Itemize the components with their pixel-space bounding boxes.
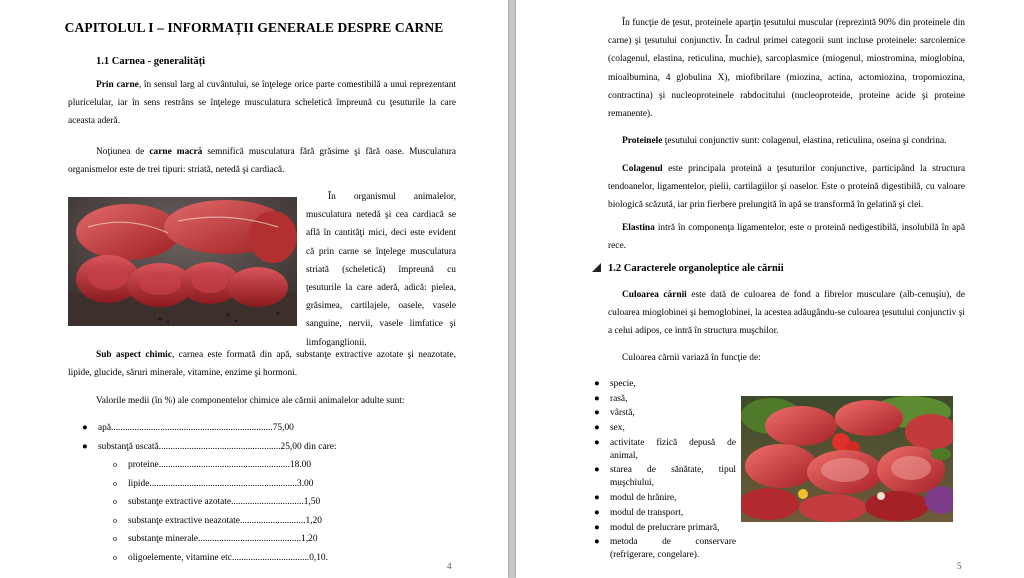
- sub-bullet-icon: o: [113, 515, 117, 525]
- bullet-icon: ●: [594, 493, 600, 504]
- paragraph-text: ţesutului conjunctiv sunt: colagenul, elastina, reticulina, oseina şi condrina.: [662, 136, 947, 146]
- color-factors-list: [594, 378, 736, 564]
- sub-bullet-icon: o: [113, 497, 117, 506]
- bullet-icon: ●: [594, 537, 600, 548]
- list-item: [594, 492, 736, 505]
- paragraph-text: semnifică musculatura fără grăsime şi fără oase. Musculatura organismelor este de trei tipuri: striată, netedă şi cardiacă.: [68, 147, 456, 176]
- term-culoarea-carnii: Culoarea cărnii: [622, 290, 687, 300]
- paragraph-text: Noţiunea de: [96, 147, 150, 157]
- list-item-text: oligoelemente, vitamine etc.................................0,10.: [128, 552, 328, 563]
- list-item-text: lipide...............................................................3.00: [128, 478, 314, 489]
- paragraph-musculatura: În organismul animalelor, musculatura netedă şi cea cardiacă se află în cantităţi mici, deci este evident că prin carne se înţelege musculatura striată (scheletică) împreună cu ţesuturile la care aderă, adică: pielea, grăsimea, cartilajele, oasele, vasele sanguine, nervii, vasele limfatice şi limfoganglionii.: [306, 192, 456, 348]
- list-item: [82, 438, 337, 457]
- list-item-text: activitate fizică depusă de animal,: [610, 437, 736, 461]
- paragraph-colagenul: [608, 160, 965, 215]
- bullet-icon: ●: [82, 423, 88, 433]
- paragraph-text: , carnea este formată din apă, substanţe extractive azotate şi neazotate, lipide, glucide, săruri minerale, vitamine, enzime şi hormoni.: [68, 350, 456, 379]
- section-heading-text: 1.2 Caracterele organoleptice ale cărnii: [608, 263, 784, 274]
- bullet-icon: ●: [594, 379, 600, 389]
- list-item-text: metoda de conservare (refrigerare, congelare).: [610, 537, 736, 561]
- sub-bullet-icon: o: [113, 552, 117, 562]
- meat-assortment-image: [741, 396, 953, 522]
- list-item-text: modul de prelucrare primară,: [610, 522, 720, 533]
- list-item: [594, 536, 736, 562]
- bullet-icon: ●: [594, 393, 600, 404]
- term-sub-aspect-chimic: Sub aspect chimic: [96, 350, 172, 360]
- list-item: [82, 549, 337, 568]
- list-item-text: substanţe extractive neazotate............................1,20: [128, 515, 322, 526]
- term-prin-carne: Prin carne: [96, 80, 139, 90]
- chapter-title: CAPITOLUL I – INFORMAȚII GENERALE DESPRE CARNE: [64, 20, 444, 35]
- bullet-icon: ●: [594, 423, 600, 434]
- raw-meat-photo-icon: [68, 197, 297, 326]
- raw-meat-image: [68, 197, 297, 326]
- document-page-4: [0, 0, 508, 578]
- list-item: [594, 393, 736, 406]
- list-item-text: starea de sănătate, tipul muşchiului,: [610, 465, 736, 489]
- term-colagenul: Colagenul: [622, 164, 663, 174]
- list-item: [82, 419, 337, 438]
- paragraph-proteine-tesut: În funcţie de ţesut, proteinele aparţin ţesutului muscular (reprezintă 90% din proteinele din carne) şi ţesutului conjunctiv. În cadrul primei categorii sunt incluse proteinele: sarcolemice (colagenul, elastina, reticulina, muchie), sarcoplasmice (miogenul, miostromina, mioglobina, mioalbumina, 4 globulina X), miofibrilare (miozina, actina, actomiozina, tropomiozina, contractina) şi nucleoproteinele rabdocitului (nucleoproteide, proteine acide şi proteine remanente).: [608, 18, 965, 120]
- term-elastina: Elastina: [622, 223, 655, 233]
- list-item: [82, 512, 337, 531]
- list-item-text: substanţe minerale............................................1,20: [128, 534, 318, 544]
- list-item-text: vârstă,: [610, 408, 635, 419]
- collapse-triangle-icon[interactable]: [592, 263, 601, 272]
- section-heading-1-2: [592, 263, 784, 274]
- paragraph-text: este dată de culoarea de fond a fibrelor musculare (alb-cenuşiu), de culoarea mioglobinei şi hemoglobinei, la acestea adăugându-se culoarea ţesutului conjunctiv şi a celui adipos, ce intră în structura muşchilor.: [608, 290, 965, 337]
- list-item-text: rasă,: [610, 393, 628, 404]
- list-item: [82, 475, 337, 494]
- section-heading-1-1: 1.1 Carnea - generalități: [96, 56, 206, 67]
- bullet-icon: ●: [594, 465, 600, 476]
- paragraph-variaza: Culoarea cărnii variază în funcţie de:: [622, 353, 761, 363]
- list-item: [82, 456, 337, 475]
- paragraph-aspect-chimic: [68, 346, 456, 382]
- list-item: [594, 437, 736, 463]
- sub-bullet-icon: o: [113, 534, 117, 543]
- page-number: 5: [957, 561, 962, 571]
- bullet-icon: ●: [594, 437, 600, 448]
- paragraph-definition: [68, 76, 456, 131]
- paragraph-elastina: [608, 219, 965, 255]
- list-item: [594, 422, 736, 435]
- list-item-text: modul de hrănire,: [610, 493, 677, 504]
- page-number: 4: [447, 561, 452, 571]
- bullet-icon: ●: [594, 507, 600, 518]
- list-item: [594, 378, 736, 391]
- bullet-icon: ●: [594, 408, 600, 419]
- list-item-text: substanţă uscată....................................................25,00 din care:: [98, 441, 337, 452]
- paragraph-text: intră în componenţa ligamentelor, este o proteină nedigestibilă, insolubilă în apă rece.: [608, 223, 965, 252]
- document-page-5: [516, 0, 1024, 578]
- list-item: [594, 522, 736, 535]
- paragraph-text: , în sensul larg al cuvântului, se înţelege orice parte comestibilă a unui reprezentant pluricelular, iar în sens restrâns se înţelege musculatura scheletică împreună cu ţesuturile la care aceasta aderă.: [68, 80, 457, 127]
- list-item-text: modul de transport,: [610, 507, 684, 518]
- list-item: [594, 507, 736, 520]
- list-item-text: specie,: [610, 379, 636, 389]
- list-item: [594, 407, 736, 420]
- paragraph-carne-macra: [68, 143, 456, 179]
- chemical-components-list: [82, 419, 337, 567]
- list-item: [594, 464, 736, 490]
- list-item-text: sex,: [610, 423, 625, 434]
- list-item: [82, 530, 337, 549]
- paragraph-valori-medii: Valorile medii (în %) ale componentelor chimice ale cărnii animalelor adulte sunt:: [96, 396, 405, 406]
- list-item-text: substanţe extractive azotate...............................1,50: [128, 497, 321, 507]
- list-item-text: apă.....................................................................75,00: [98, 423, 294, 433]
- list-item-text: proteine........................................................18.00: [128, 460, 312, 470]
- bullet-icon: ●: [594, 522, 600, 533]
- paragraph-text: este principala proteină a ţesuturilor conjunctive, participând la structura tendoanelor, ligamentelor, pielii, cartilagiilor şi oaselor. Este o proteină digestibilă, cu valoare biologică scăzută, iar prin fierbere prelungită în apă se transformă în gelatină şi clei.: [608, 164, 965, 211]
- term-proteinele: Proteinele: [622, 136, 663, 146]
- paragraph-culoarea-carnii: [608, 286, 965, 341]
- list-item: [82, 493, 337, 512]
- bullet-icon: ●: [82, 441, 88, 452]
- paragraph-proteine-conjunctiv: [608, 132, 965, 150]
- meat-assortment-photo-icon: [741, 396, 953, 522]
- sub-bullet-icon: o: [113, 478, 117, 488]
- term-carne-macra: carne macră: [149, 147, 203, 157]
- sub-bullet-icon: o: [113, 460, 117, 469]
